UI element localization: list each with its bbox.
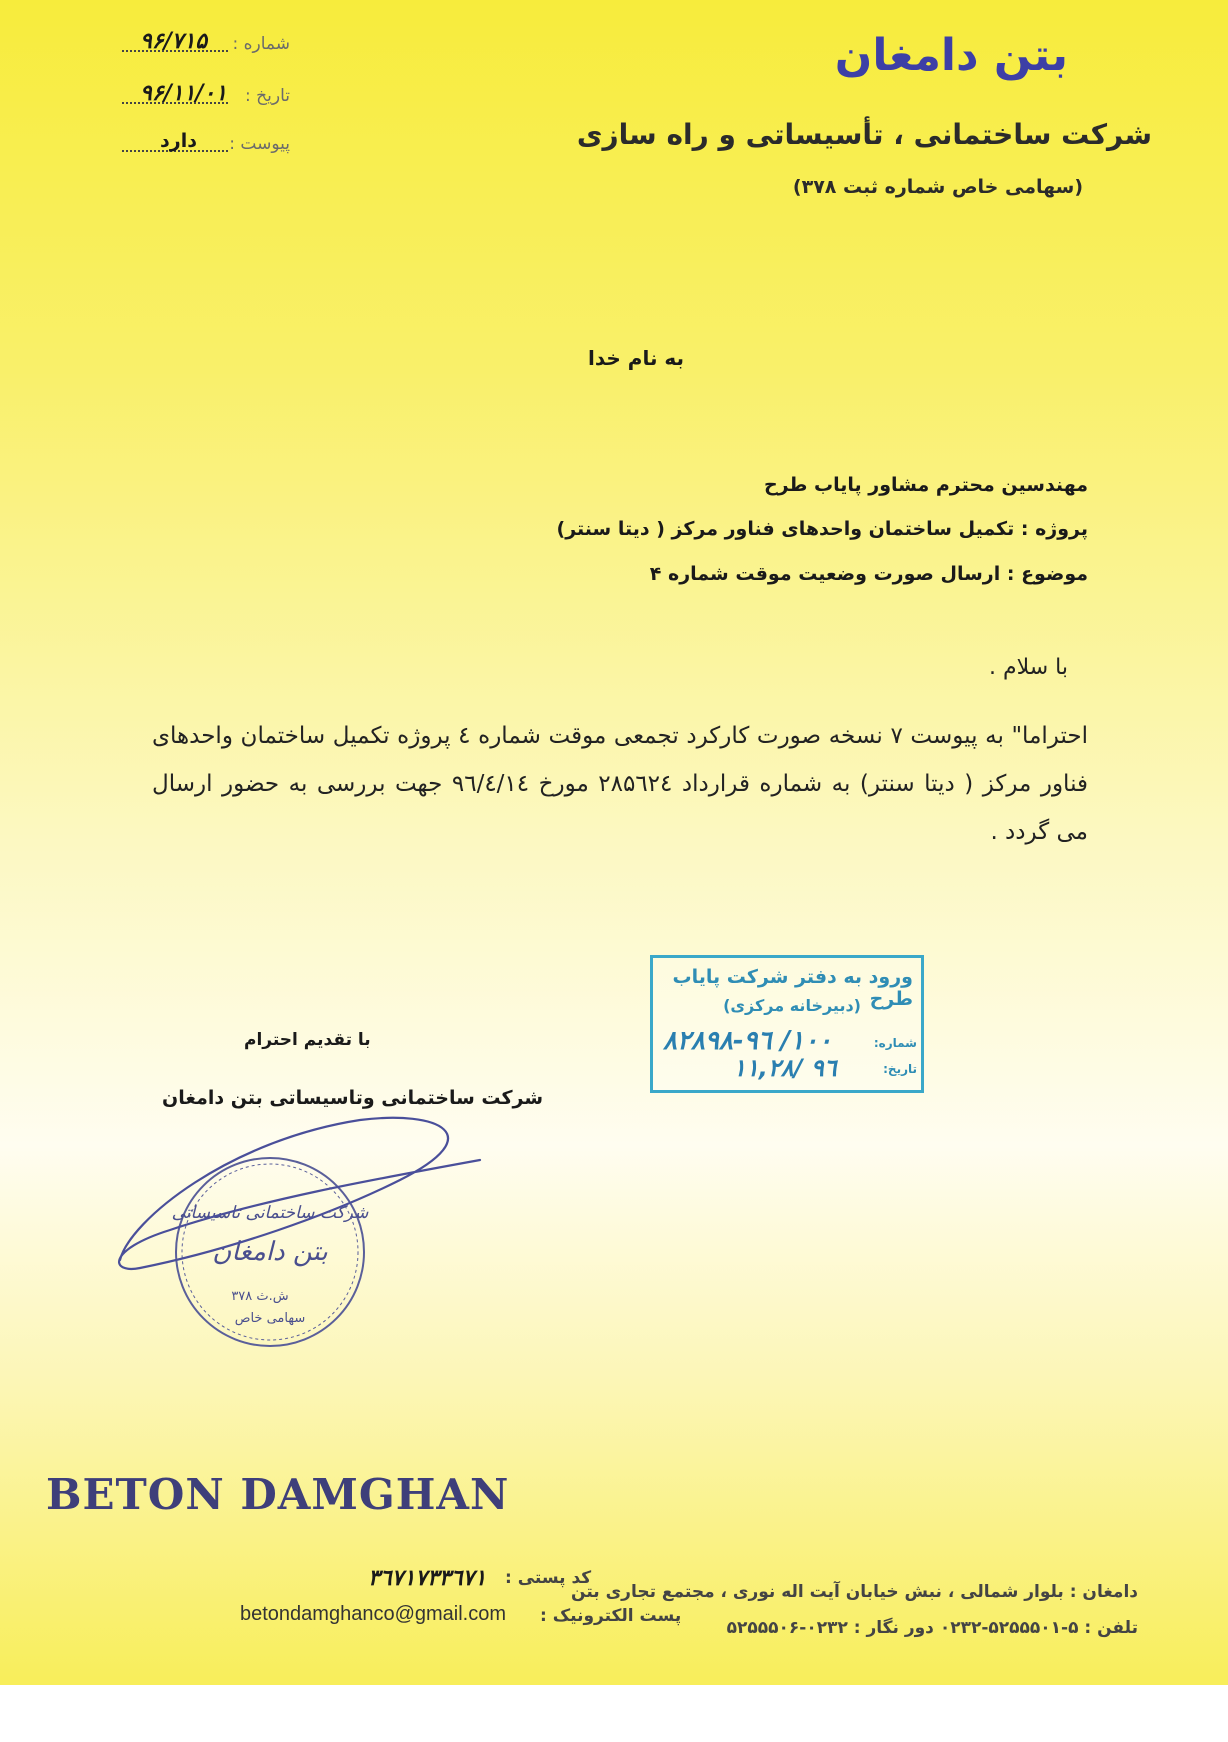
letter-body: احتراما" به پیوست ۷ نسخه صورت کارکرد تجمعی موقت شماره ٤ پروژه تکمیل ساختمان واحدهای فناور مرکز ( دیتا سنتر) به شماره قرارداد ۲۸۵٦۲٤ مورخ ۹٦/٤/١٤ جهت بررسی به حضور ارسال می گردد . bbox=[152, 723, 1089, 845]
footer-address: دامغان : بلوار شمالی ، نبش خیابان آیت اله نوری ، مجتمع تجاری بتن bbox=[571, 1582, 1138, 1602]
footer-postal-label: کد پستی : bbox=[505, 1568, 592, 1588]
project-line: پروژه : تکمیل ساختمان واحدهای فناور مرکز ( دیتا سنتر) bbox=[556, 518, 1088, 540]
brand-title: بتن دامغان bbox=[834, 30, 1068, 81]
footer-postal-value: ۳٦۷۱۷۳۳٦۷۱ bbox=[368, 1565, 487, 1591]
stamp-title: ورود به دفتر شرکت پایاب طرح bbox=[672, 966, 913, 1010]
basmala: به نام خدا bbox=[588, 346, 685, 370]
seal-line-4: سهامی خاص bbox=[234, 1311, 306, 1326]
seal-line-2: بتن دامغان bbox=[212, 1237, 328, 1267]
footer-phone: تلفن : ۵-۵۲۵۵۵۰۱-۰۲۳۲ دور نگار : ۰۲۳۲-۵۲۵۵۵۰۶ bbox=[726, 1618, 1138, 1638]
meta-attachment-value: دارد bbox=[160, 130, 197, 152]
meta-number bbox=[110, 30, 290, 58]
seal-line-3: ش.ث ۳۷۸ bbox=[231, 1289, 289, 1304]
seal-line-1: شرکت ساختمانی تاسیساتی bbox=[171, 1203, 369, 1223]
meta-attachment bbox=[110, 130, 290, 158]
subject-line: موضوع : ارسال صورت وضعیت موقت شماره ۴ bbox=[649, 563, 1088, 585]
meta-date-label: تاریخ : bbox=[245, 86, 290, 106]
meta-date bbox=[110, 82, 290, 110]
stamp-number-value: ۱۰۰/ ۹٦-۸۲۸۹۸ bbox=[663, 1026, 833, 1056]
stamp-subtitle: (دبیرخانه مرکزی) bbox=[723, 996, 861, 1015]
meta-number-value: ۹۶/۷۱۵ bbox=[140, 28, 208, 54]
brand-latin: BETON DAMGHAN bbox=[46, 1470, 510, 1519]
stamp-date-label: تاریخ: bbox=[883, 1062, 917, 1076]
footer-email-label: پست الکترونیک : bbox=[540, 1606, 682, 1626]
meta-attachment-label: پیوست : bbox=[229, 134, 290, 154]
stamp-number-label: شماره: bbox=[873, 1036, 917, 1050]
registration-info: (سهامی خاص شماره ثبت ۳۷۸) bbox=[792, 176, 1083, 198]
company-name: شرکت ساختمانی ، تأسیساتی و راه سازی bbox=[576, 118, 1152, 151]
received-stamp bbox=[650, 955, 924, 1093]
greeting: با سلام . bbox=[989, 655, 1068, 680]
signer-company: شرکت ساختمانی وتاسیساتی بتن دامغان bbox=[162, 1087, 544, 1109]
company-seal-signature bbox=[110, 1100, 490, 1360]
meta-number-label: شماره : bbox=[232, 34, 290, 54]
stamp-date-value: ۹٦ /۱۱,۲۸ bbox=[733, 1054, 837, 1082]
recipient-line: مهندسین محترم مشاور پایاب طرح bbox=[763, 474, 1088, 496]
closing-phrase: با تقدیم احترام bbox=[244, 1030, 371, 1050]
meta-date-value: ۹۶/۱۱/۰۱ bbox=[140, 80, 227, 106]
footer-email[interactable]: betondamghanco@gmail.com bbox=[240, 1603, 507, 1625]
